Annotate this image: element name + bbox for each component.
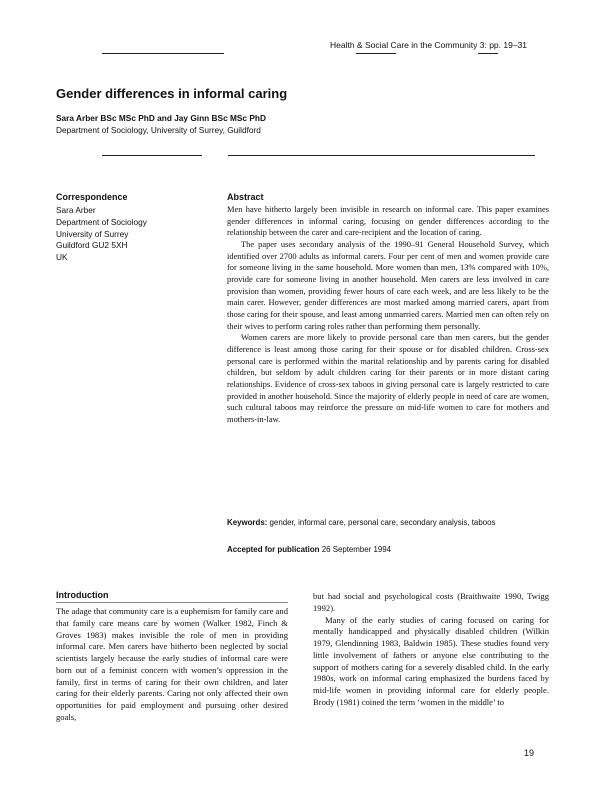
correspondence-heading: Correspondence	[56, 192, 128, 202]
abstract-paragraph: Men have hitherto largely been invisible in research on informal care. This paper examines gender differences in informal caring, focusing on gender differences according to the relationship between the carer and care-recipient and the location of caring.	[227, 204, 549, 238]
top-rule-left	[102, 53, 224, 54]
keywords-list: gender, informal care, personal care, secondary analysis, taboos	[269, 518, 496, 527]
abstract-paragraph: Women carers are more likely to provide personal care than men carers, but the gender difference is least among those caring for their spouse or for disabled children. Cross-sex personal care is performed within the marital relationship and by parents caring for disabled children, but seldom by adult children caring for their parents or in more distant caring relationships. Evidence of cross-sex taboos in giving personal care is largely restricted to care provided in another household. Since the majority of elderly people in need of care are women, such cultural taboos may reinforce the pressure on mid-life women to care for mothers and mothers-in-law.	[227, 332, 549, 424]
article-title: Gender differences in informal caring	[56, 86, 288, 101]
author-affiliation: Department of Sociology, University of Surrey, Guildford	[56, 125, 261, 135]
correspondence-city: Guildford GU2 5XH	[56, 240, 128, 251]
journal-citation: Health & Social Care in the Community 3: pp. 19–31	[330, 40, 528, 50]
introduction-right-column	[313, 591, 549, 709]
top-rule-right	[356, 53, 396, 54]
correspondence-country: UK	[56, 252, 68, 263]
accepted-date: 26 September 1994	[321, 545, 392, 554]
accepted-label: Accepted for publication	[227, 545, 320, 554]
introduction-left-column	[56, 606, 288, 724]
article-authors: Sara Arber BSc MSc PhD and Jay Ginn BSc MSc PhD	[56, 113, 266, 123]
abstract-paragraph: The paper uses secondary analysis of the 1990–91 General Household Survey, which identified over 2700 adults as informal carers. Four per cent of men and women provide care for someone living in the same household. More women than men, 13% compared with 10%, provide care for someone living in another household. Men carers are less involved in care provision than women, providing fewer hours of care each week, and are less likely to be the main carer. However, gender differences are most marked among married carers, apart from those caring for their spouse, and least among unmarried carers. Married men can often rely on their wives to perform caring roles rather than performing them personally.	[227, 238, 549, 331]
keywords-line	[227, 518, 549, 527]
separator-rule-right	[228, 155, 535, 156]
separator-rule-left	[102, 155, 202, 156]
introduction-paragraph: Many of the early studies of caring focused on caring for mentally handicapped and physically disabled children (Wilkin 1979, Glendinning 1983, Baldwin 1985). These studies found very little involvement of fathers or anyone else contributing to the support of mothers caring for a severely disabled child. In the early 1980s, work on informal caring emphasized the burdens faced by mid-life women in providing informal care for elderly people. Brody (1981) coined the term ‘women in the middle’ to	[313, 614, 549, 707]
correspondence-department: Department of Sociology	[56, 216, 147, 227]
introduction-paragraph: The adage that community care is a euphemism for family care and that family care means care by women (Walker 1982, Finch & Groves 1983) makes invisible the role of men in providing informal care. Men carers have hitherto been neglected by social scientists largely because the early studies of informal care were born out of a feminist concern with women’s oppression in the family, first in terms of caring for their own children, and later caring for their elderly parents. Caring not only affected their own opportunities for paid employment and pursuing other desired goals,	[56, 606, 288, 722]
page-number: 19	[524, 748, 535, 758]
abstract-body	[227, 204, 549, 425]
abstract-heading: Abstract	[227, 192, 264, 202]
introduction-paragraph: but had social and psychological costs (Braithwaite 1990, Twigg 1992).	[313, 591, 549, 613]
introduction-rule	[56, 602, 288, 603]
correspondence-university: University of Surrey	[56, 228, 129, 239]
accepted-line	[227, 545, 391, 554]
introduction-heading: Introduction	[56, 590, 109, 600]
keywords-label: Keywords:	[227, 518, 268, 527]
correspondence-name: Sara Arber	[56, 205, 96, 215]
top-rule-far-right	[478, 53, 498, 54]
correspondence-address	[56, 205, 147, 264]
